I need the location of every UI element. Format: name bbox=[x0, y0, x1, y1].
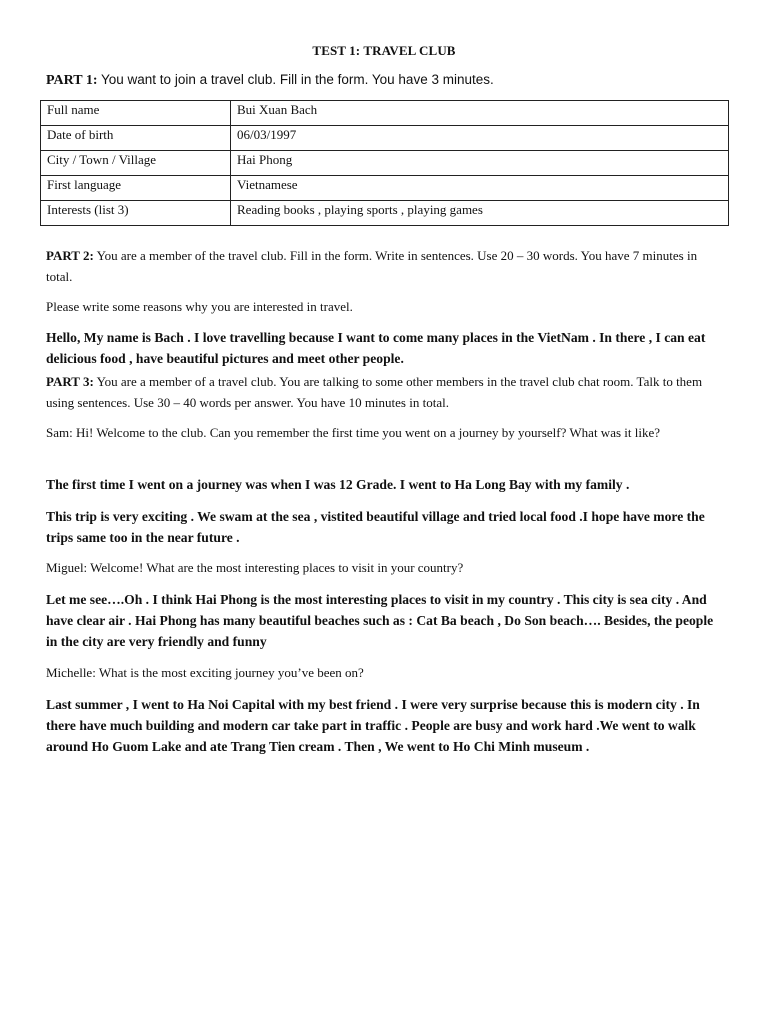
part1-label: PART 1: bbox=[46, 73, 98, 88]
part2-instructions bbox=[46, 246, 726, 287]
part2-prompt: Please write some reasons why you are interested in travel. bbox=[46, 299, 353, 314]
table-row bbox=[41, 176, 729, 201]
part1-instructions bbox=[46, 72, 494, 89]
form-value-interests: Reading books , playing sports , playing games bbox=[231, 201, 729, 226]
part3-label: PART 3: bbox=[46, 374, 94, 389]
sam-answer-2: This trip is very exciting . We swam at the sea , vistited beautiful village and tried local food .I hope have more the trips same too in the near future . bbox=[46, 509, 705, 545]
form-value-full-name: Bui Xuan Bach bbox=[231, 101, 729, 126]
sam-question: Sam: Hi! Welcome to the club. Can you remember the first time you went on a journey by yourself? What was it like? bbox=[46, 425, 661, 440]
michelle-question: Michelle: What is the most exciting journey you’ve been on? bbox=[46, 665, 364, 680]
part2-label: PART 2: bbox=[46, 248, 94, 263]
registration-form-table bbox=[40, 100, 729, 226]
table-row bbox=[41, 126, 729, 151]
form-value-first-language: Vietnamese bbox=[231, 176, 729, 201]
form-label-interests: Interests (list 3) bbox=[41, 201, 231, 226]
part3-instructions bbox=[46, 372, 726, 413]
miguel-answer: Let me see….Oh . I think Hai Phong is the most interesting places to visit in my country . This city is sea city . And have clear air . Hai Phong has many beautiful beaches such as : Cat Ba beach , Do Son beach…. Besides, the people in the city are very friendly and funny bbox=[46, 592, 714, 649]
form-value-city: Hai Phong bbox=[231, 151, 729, 176]
table-row bbox=[41, 201, 729, 226]
part3-text: You are a member of a travel club. You are talking to some other members in the travel club chat room. Talk to them using sentences. Use 30 – 40 words per answer. You have 10 minutes in total. bbox=[46, 374, 703, 410]
michelle-answer: Last summer , I went to Ha Noi Capital with my best friend . I were very surprise because this is modern city . In there have much building and modern car take part in traffic . People are busy and work hard .We went to walk around Ho Guom Lake and ate Trang Tien cream . Then , We went to Ho Chi Minh museum . bbox=[46, 697, 700, 754]
form-value-date-of-birth: 06/03/1997 bbox=[231, 126, 729, 151]
part2-answer: Hello, My name is Bach . I love travelling because I want to come many places in the VietNam . In there , I can eat delicious food , have beautiful pictures and meet other people. bbox=[46, 330, 706, 366]
part1-text: You want to join a travel club. Fill in the form. You have 3 minutes. bbox=[97, 72, 494, 87]
form-label-full-name: Full name bbox=[41, 101, 231, 126]
table-row bbox=[41, 101, 729, 126]
part2-text: You are a member of the travel club. Fill in the form. Write in sentences. Use 20 – 30 words. You have 7 minutes in total. bbox=[46, 248, 698, 284]
form-label-date-of-birth: Date of birth bbox=[41, 126, 231, 151]
form-label-first-language: First language bbox=[41, 176, 231, 201]
table-row bbox=[41, 151, 729, 176]
form-label-city: City / Town / Village bbox=[41, 151, 231, 176]
page-title: TEST 1: TRAVEL CLUB bbox=[312, 43, 456, 58]
sam-answer-1: The first time I went on a journey was when I was 12 Grade. I went to Ha Long Bay with my family . bbox=[46, 477, 630, 492]
miguel-question: Miguel: Welcome! What are the most interesting places to visit in your country? bbox=[46, 560, 464, 575]
